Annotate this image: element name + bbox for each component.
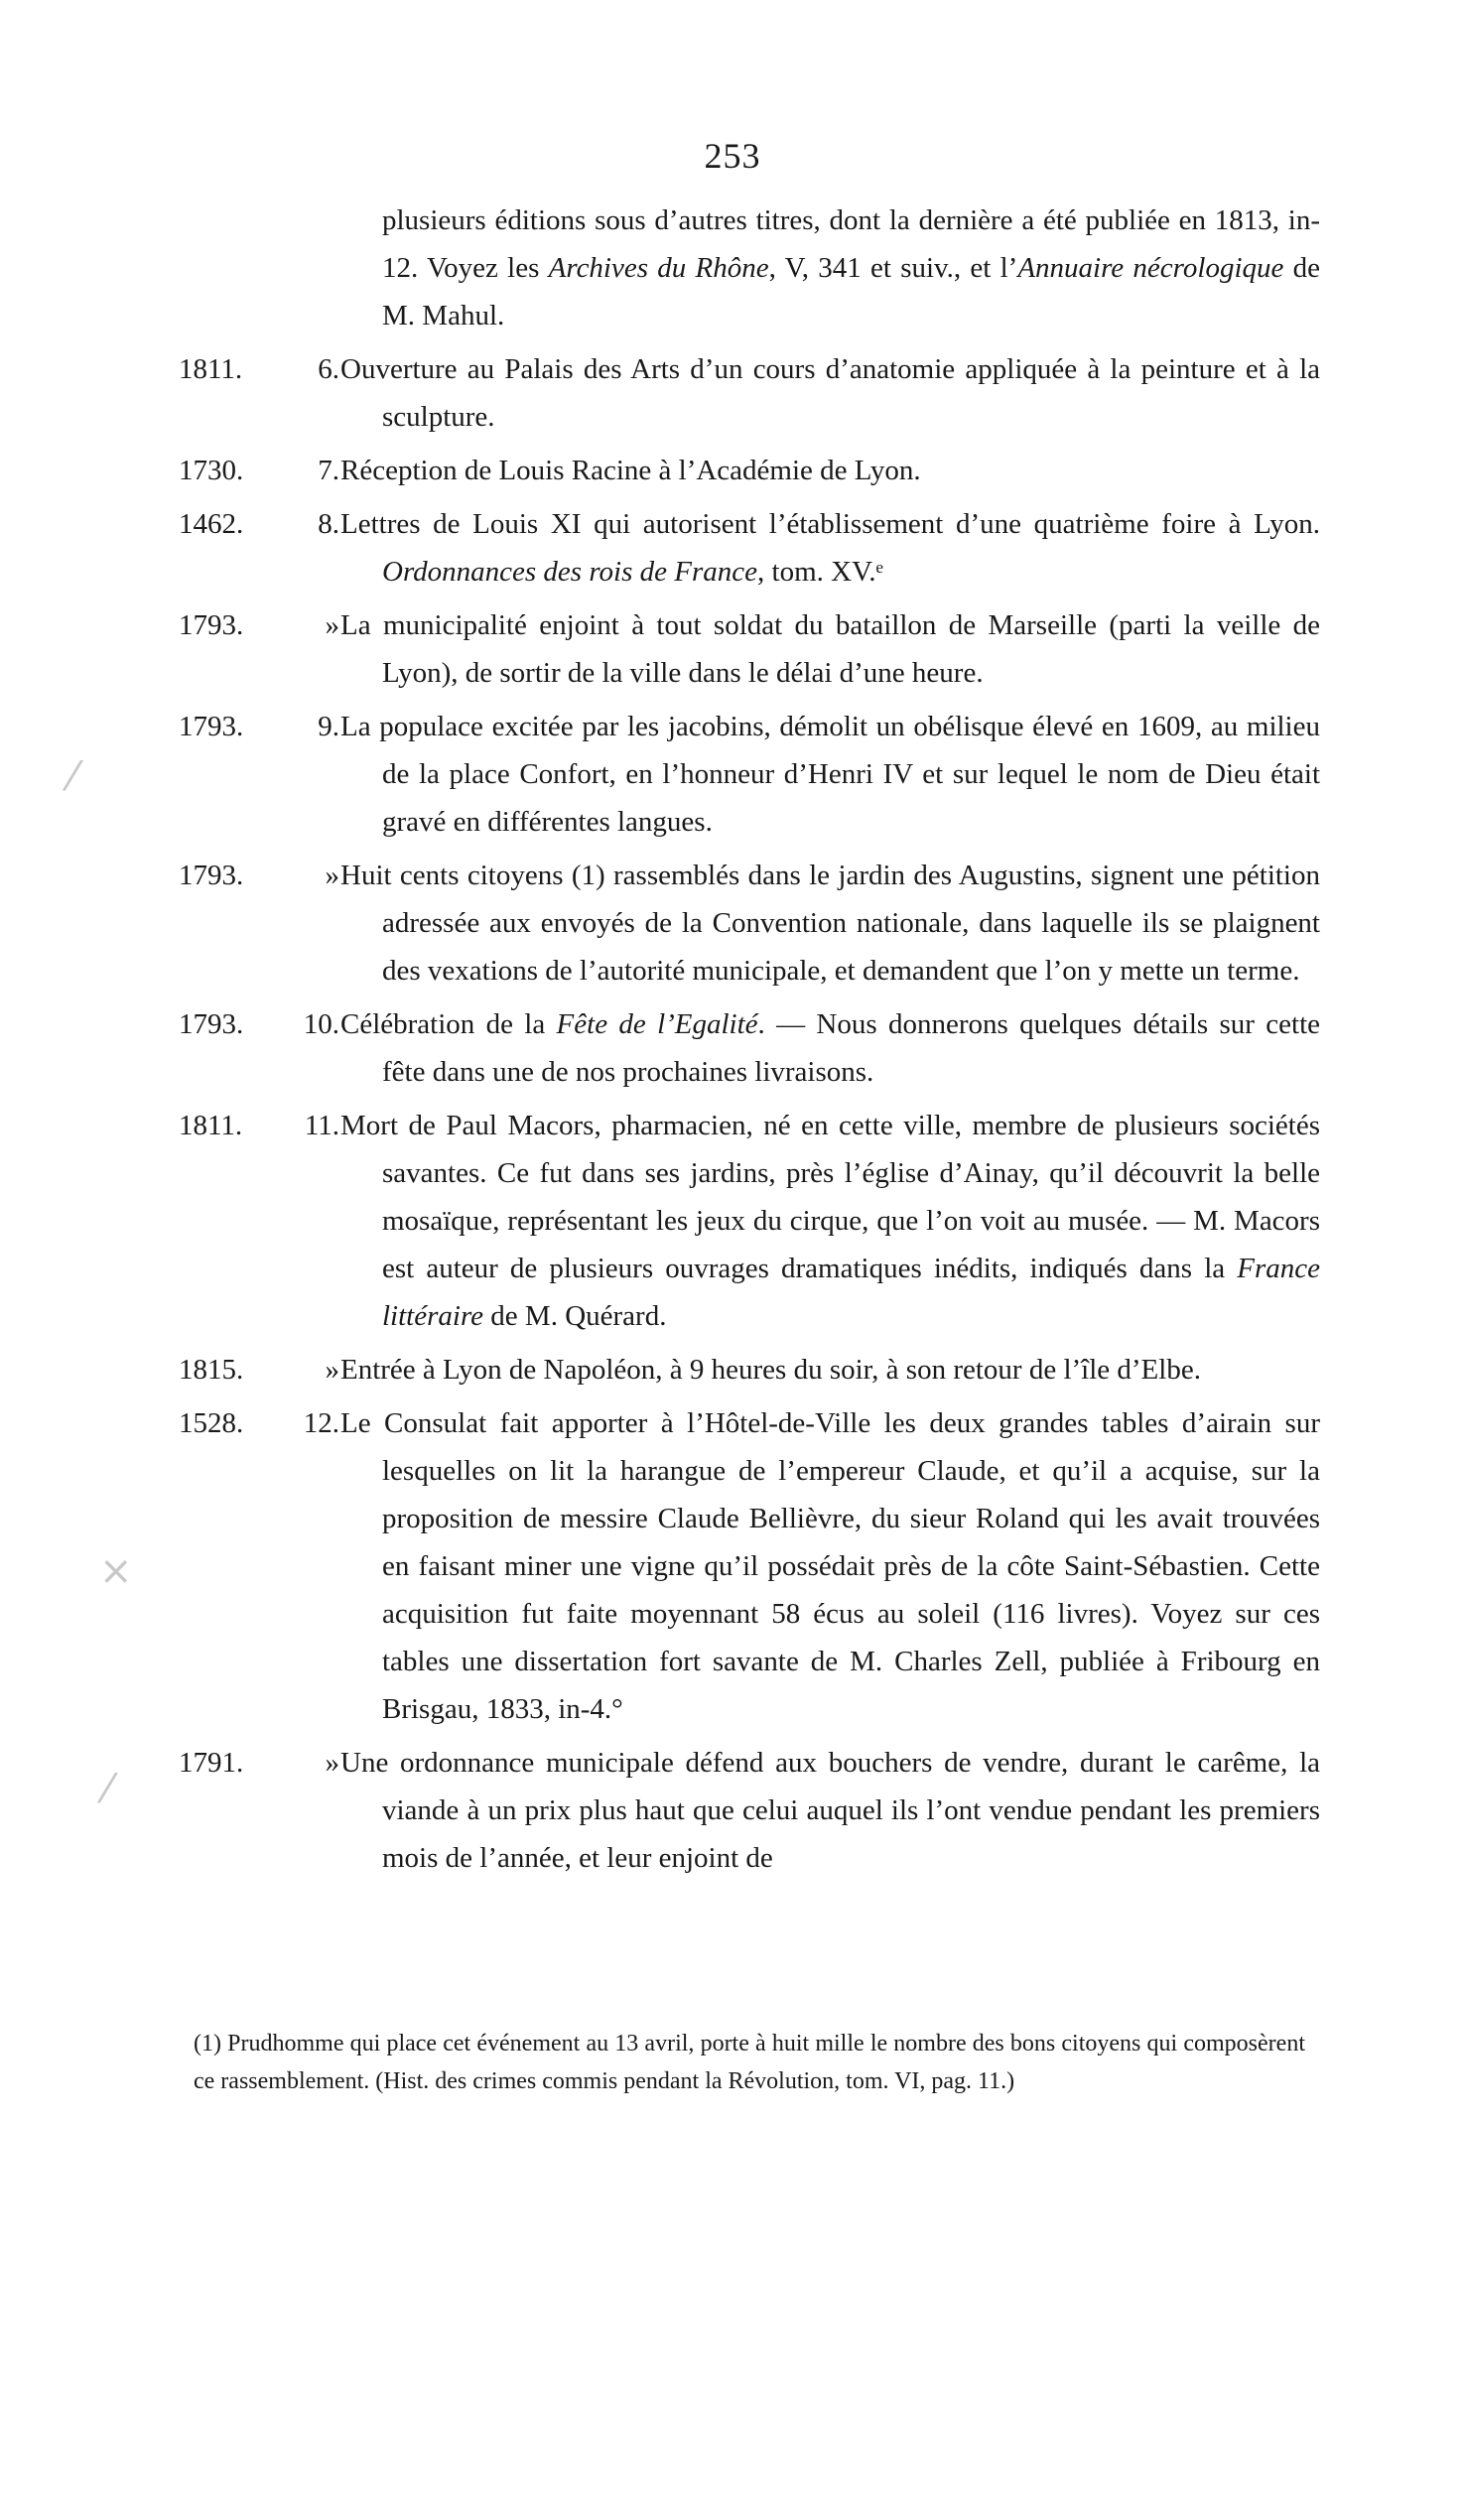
entry-text: Célébration de la Fête de l’Egalité. — Nous donnerons quelques détails sur cette fête dans une de nos prochaines livraisons. — [340, 1008, 1321, 1088]
list-item — [179, 1346, 1320, 1393]
entry-day: 7. — [318, 455, 339, 486]
chronology-list — [179, 197, 1320, 1882]
page-number: 253 — [704, 136, 761, 176]
entry-text: Une ordonnance municipale défend aux bouchers de vendre, durant le carême, la viande à un prix plus haut que celui auquel ils l’ont vendue pendant les premiers mois de l’année, et leur enjoint de — [340, 1747, 1320, 1874]
entry-day: » — [325, 860, 339, 891]
entry-text: Lettres de Louis XI qui autorisent l’établissement d’une quatrième foire à Lyon. Ordonnances des rois de France, tom. XV.ᵉ — [340, 508, 1320, 588]
list-item — [179, 852, 1320, 995]
entry-text: Le Consulat fait apporter à l’Hôtel-de-Ville les deux grandes tables d’airain sur lesquelles on lit la harangue de l’empereur Claude, et qu’il a acquise, sur la proposition de messire Claude Bellièvre, du sieur Roland qui les avait trouvées en faisant miner une vigne qu’il possédait près de la côte Saint-Sébastien. Cette acquisition fut faite moyennant 58 écus au soleil (116 livres). Voyez sur ces tables une dissertation fort savante de M. Charles Zell, publiée à Fribourg en Brisgau, 1833, in-4.° — [340, 1407, 1320, 1725]
list-item — [179, 1739, 1320, 1882]
entry-day: 8. — [318, 508, 339, 540]
list-item — [179, 703, 1320, 846]
entry-day: 10. — [303, 1008, 339, 1040]
footnote — [194, 2025, 1305, 2100]
entry-year: 1811. — [179, 1110, 243, 1141]
list-item — [179, 1000, 1320, 1096]
list-item — [179, 345, 1320, 441]
list-item — [179, 197, 1320, 339]
entry-text: Entrée à Lyon de Napoléon, à 9 heures du soir, à son retour de l’île d’Elbe. — [340, 1354, 1201, 1386]
entry-text: Ouverture au Palais des Arts d’un cours d’anatomie appliquée à la peinture et à la sculpture. — [340, 353, 1320, 433]
entry-year: 1791. — [179, 1747, 244, 1779]
entry-text: La populace excitée par les jacobins, démolit un obélisque élevé en 1609, au milieu de la place Confort, en l’honneur d’Henri IV et sur lequel le nom de Dieu était gravé en différentes langues. — [340, 711, 1320, 838]
entry-text: La municipalité enjoint à tout soldat du bataillon de Marseille (parti la veille de Lyon), de sortir de la ville dans le délai d’une heure. — [340, 609, 1320, 689]
entry-year: 1462. — [179, 508, 244, 540]
scan-mark: ⁄ — [69, 754, 76, 800]
entry-day: » — [325, 1747, 339, 1779]
entry-day: » — [325, 609, 339, 641]
entry-text: Huit cents citoyens (1) rassemblés dans le jardin des Augustins, signent une pétition adressée aux envoyés de la Convention nationale, dans laquelle ils se plaignent des vexations de l’autorité municipale, et demandent que l’on y mette un terme. — [340, 860, 1320, 987]
entry-year: 1811. — [179, 353, 243, 385]
list-item — [179, 601, 1320, 697]
entry-year: 1815. — [179, 1354, 244, 1386]
entry-year: 1793. — [179, 1008, 244, 1040]
footnote-text: (1) Prudhomme qui place cet événement au 13 avril, porte à huit mille le nombre des bons citoyens qui composèrent ce rassemblement. (Hist. des crimes commis pendant la Révolution, tom. VI, pag. 11.) — [194, 2031, 1305, 2094]
entry-year: 1528. — [179, 1407, 244, 1439]
entry-day: 11. — [304, 1110, 339, 1141]
list-item — [179, 1399, 1320, 1733]
entry-year: 1793. — [179, 860, 244, 891]
scan-mark: ⁄ — [104, 1767, 111, 1812]
scan-mark: × — [99, 1548, 133, 1594]
entry-day: 9. — [318, 711, 339, 742]
list-item — [179, 500, 1320, 596]
entry-day: 12. — [303, 1407, 339, 1439]
list-item — [179, 447, 1320, 494]
entry-text: Mort de Paul Macors, pharmacien, né en cette ville, membre de plusieurs sociétés savantes. Ce fut dans ses jardins, près l’église d’Ainay, qu’il découvrit la belle mosaïque, représentant les jeux du cirque, que l’on voit au musée. — M. Macors est auteur de plusieurs ouvrages dramatiques inédits, indiqués dans la France littéraire de M. Quérard. — [340, 1110, 1320, 1332]
entry-text: plusieurs éditions sous d’autres titres, dont la dernière a été publiée en 1813, in-12. Voyez les Archives du Rhône, V, 341 et suiv., et l’Annuaire nécrologique de M. Mahul. — [382, 204, 1320, 332]
entry-day: » — [325, 1354, 339, 1386]
entry-year: 1793. — [179, 609, 244, 641]
entry-year: 1730. — [179, 455, 244, 486]
list-item — [179, 1102, 1320, 1340]
entry-year: 1793. — [179, 711, 244, 742]
entry-text: Réception de Louis Racine à l’Académie de Lyon. — [340, 455, 921, 486]
entry-day: 6. — [318, 353, 339, 385]
